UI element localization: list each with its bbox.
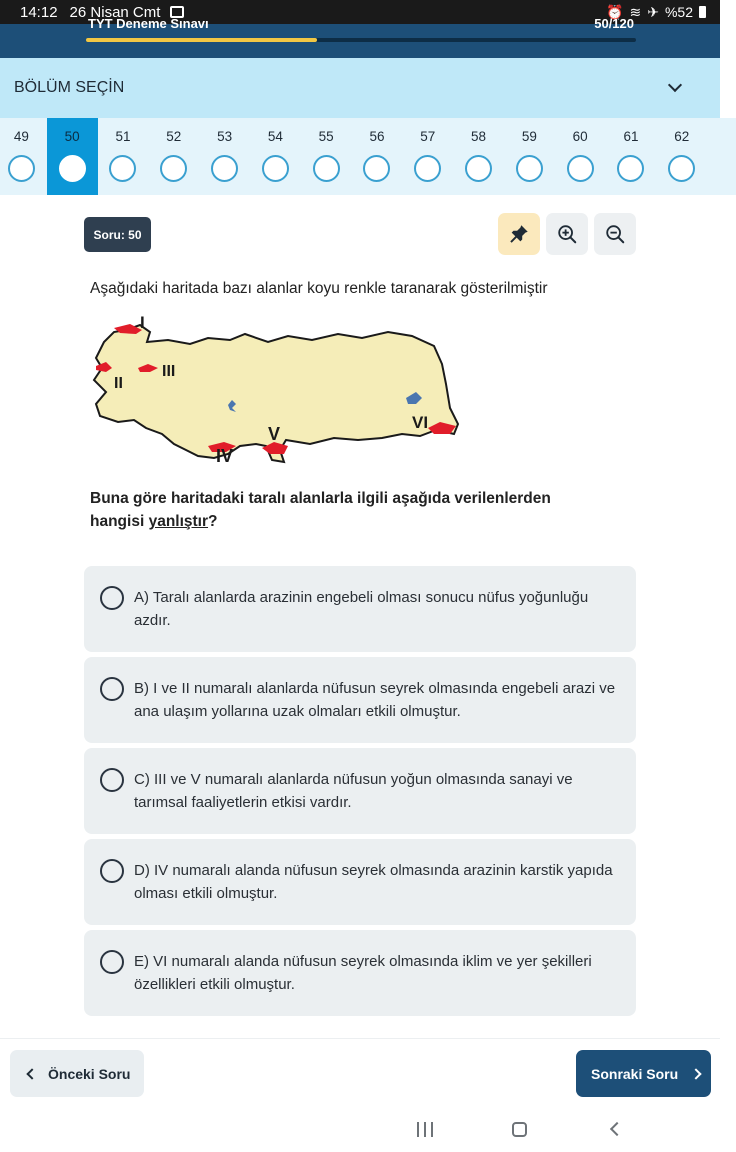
recent-apps-icon[interactable] xyxy=(417,1122,433,1137)
radio-option-c[interactable] xyxy=(100,768,124,792)
exam-progress-fill xyxy=(86,38,317,42)
question-stem-prefix: Buna göre haritadaki taralı alanlarla ilgili aşağıda verilenlerden hangisi xyxy=(90,490,551,530)
section-selector-label: BÖLÜM SEÇİN xyxy=(14,79,125,96)
zoom-out-icon xyxy=(604,223,626,245)
option-a-letter: A) xyxy=(134,589,149,606)
question-stem-suffix: ? xyxy=(208,513,218,530)
question-nav-number: 49 xyxy=(13,129,29,144)
question-status-circle xyxy=(109,155,136,182)
question-stem-emphasis: yanlıştır xyxy=(148,513,209,530)
next-question-label: Sonraki Soru xyxy=(591,1065,679,1082)
pin-button[interactable] xyxy=(498,213,540,255)
option-b-letter: B) xyxy=(134,680,149,697)
question-status-circle xyxy=(363,155,390,182)
option-d-body: IV numaralı alanda nüfusun seyrek olmasında arazinin karstik yapıda olması etkili olmuştur. xyxy=(134,862,613,902)
question-status-circle xyxy=(160,155,187,182)
zoom-in-button[interactable] xyxy=(546,213,588,255)
question-nav-number: 55 xyxy=(318,129,334,144)
option-c-text xyxy=(134,768,624,814)
question-nav-item-54[interactable] xyxy=(250,118,301,195)
map-label-i: I xyxy=(140,313,145,332)
chevron-down-icon xyxy=(668,78,682,92)
battery-percent: %52 xyxy=(664,4,693,20)
question-nav-item-55[interactable] xyxy=(301,118,352,195)
question-footer xyxy=(0,1038,720,1112)
question-nav-item-51[interactable] xyxy=(98,118,149,195)
question-nav-number: 53 xyxy=(217,129,233,144)
option-c[interactable] xyxy=(84,748,636,834)
option-e-body: VI numaralı alanda nüfusun seyrek olmasında iklim ve yer şekilleri özellikleri etkili olmuştur. xyxy=(134,953,592,993)
question-card xyxy=(84,202,636,562)
question-nav-number: 56 xyxy=(369,129,385,144)
home-icon[interactable] xyxy=(512,1122,527,1137)
pin-icon xyxy=(508,223,530,245)
question-nav-item-59[interactable] xyxy=(504,118,555,195)
map-label-v: V xyxy=(268,424,281,444)
question-intro: Aşağıdaki haritada bazı alanlar koyu renkle taranarak gösterilmiştir xyxy=(90,280,548,297)
question-nav-number: 54 xyxy=(267,129,283,144)
previous-question-label: Önceki Soru xyxy=(48,1065,131,1082)
exam-title: TYT Deneme Sınavı xyxy=(88,16,209,31)
option-a[interactable] xyxy=(84,566,636,652)
battery-icon xyxy=(699,6,706,18)
option-a-text xyxy=(134,586,624,632)
question-status-circle xyxy=(8,155,35,182)
question-nav-item-58[interactable] xyxy=(453,118,504,195)
question-status-circle xyxy=(567,155,594,182)
question-status-circle xyxy=(262,155,289,182)
zoom-in-icon xyxy=(556,223,578,245)
question-nav-number: 60 xyxy=(572,129,588,144)
option-b-text xyxy=(134,677,624,723)
question-nav-number: 51 xyxy=(115,129,131,144)
option-c-body: III ve V numaralı alanlarda nüfusun yoğun olmasında sanayi ve tarımsal faaliyetlerin etkisi vardır. xyxy=(134,771,573,811)
question-status-circle xyxy=(211,155,238,182)
map-label-iv: IV xyxy=(216,446,234,466)
option-d-text xyxy=(134,859,624,905)
question-nav-number: 50 xyxy=(64,129,80,144)
option-a-body: Taralı alanlarda arazinin engebeli olması sonucu nüfus yoğunluğu azdır. xyxy=(134,589,589,629)
chevron-left-icon xyxy=(26,1068,37,1079)
system-navigation-bar xyxy=(0,1112,720,1152)
question-nav-item-62[interactable] xyxy=(656,118,707,195)
question-nav-item-56[interactable] xyxy=(352,118,403,195)
option-e[interactable] xyxy=(84,930,636,1016)
question-nav-item-49[interactable] xyxy=(0,118,47,195)
map-label-iii: III xyxy=(162,363,176,380)
radio-option-a[interactable] xyxy=(100,586,124,610)
section-selector[interactable] xyxy=(0,58,720,118)
question-stem xyxy=(90,487,570,533)
turkey-map-image xyxy=(90,312,462,482)
option-b[interactable] xyxy=(84,657,636,743)
question-nav-item-60[interactable] xyxy=(555,118,606,195)
chevron-right-icon xyxy=(690,1068,701,1079)
map-label-ii: II xyxy=(114,375,123,392)
question-status-circle xyxy=(668,155,695,182)
question-nav-number: 61 xyxy=(623,129,639,144)
question-nav-number: 57 xyxy=(420,129,436,144)
question-status-circle xyxy=(59,155,86,182)
option-b-body: I ve II numaralı alanlarda nüfusun seyrek olmasında engebeli arazi ve ana ulaşım yollarına uzak olmaları etkili olmuştur. xyxy=(134,680,616,720)
radio-option-d[interactable] xyxy=(100,859,124,883)
wifi-icon: ≋ xyxy=(629,3,642,20)
status-time: 14:12 xyxy=(20,3,58,21)
option-c-letter: C) xyxy=(134,771,150,788)
question-status-circle xyxy=(465,155,492,182)
question-status-circle xyxy=(516,155,543,182)
question-status-circle xyxy=(414,155,441,182)
exam-header xyxy=(0,16,720,58)
back-icon[interactable] xyxy=(610,1122,624,1136)
question-nav-number: 62 xyxy=(674,129,690,144)
radio-option-e[interactable] xyxy=(100,950,124,974)
question-number-badge: Soru: 50 xyxy=(84,217,151,252)
question-nav-number: 58 xyxy=(471,129,487,144)
question-nav-number: 59 xyxy=(521,129,537,144)
alarm-icon: ⏰ xyxy=(606,3,624,20)
zoom-out-button[interactable] xyxy=(594,213,636,255)
question-status-circle xyxy=(313,155,340,182)
question-nav-item-53[interactable] xyxy=(199,118,250,195)
question-status-circle xyxy=(617,155,644,182)
radio-option-b[interactable] xyxy=(100,677,124,701)
turkey-map-svg xyxy=(90,312,462,482)
map-label-vi: VI xyxy=(412,413,429,432)
previous-question-button[interactable] xyxy=(10,1050,144,1097)
question-nav-item-50[interactable] xyxy=(47,118,98,195)
next-question-button[interactable] xyxy=(576,1050,711,1097)
question-counter: 50/120 xyxy=(594,16,634,31)
option-e-letter: E) xyxy=(134,953,149,970)
question-nav-item-52[interactable] xyxy=(148,118,199,195)
question-navigator xyxy=(0,118,736,195)
option-d[interactable] xyxy=(84,839,636,925)
option-e-text xyxy=(134,950,624,996)
status-date: 26 Nisan Cmt xyxy=(69,3,161,21)
question-nav-item-61[interactable] xyxy=(606,118,657,195)
exam-progress-bar xyxy=(86,38,636,42)
question-nav-item-57[interactable] xyxy=(402,118,453,195)
question-nav-number: 52 xyxy=(166,129,182,144)
airplane-icon: ✈ xyxy=(647,3,659,20)
option-d-letter: D) xyxy=(134,862,150,879)
